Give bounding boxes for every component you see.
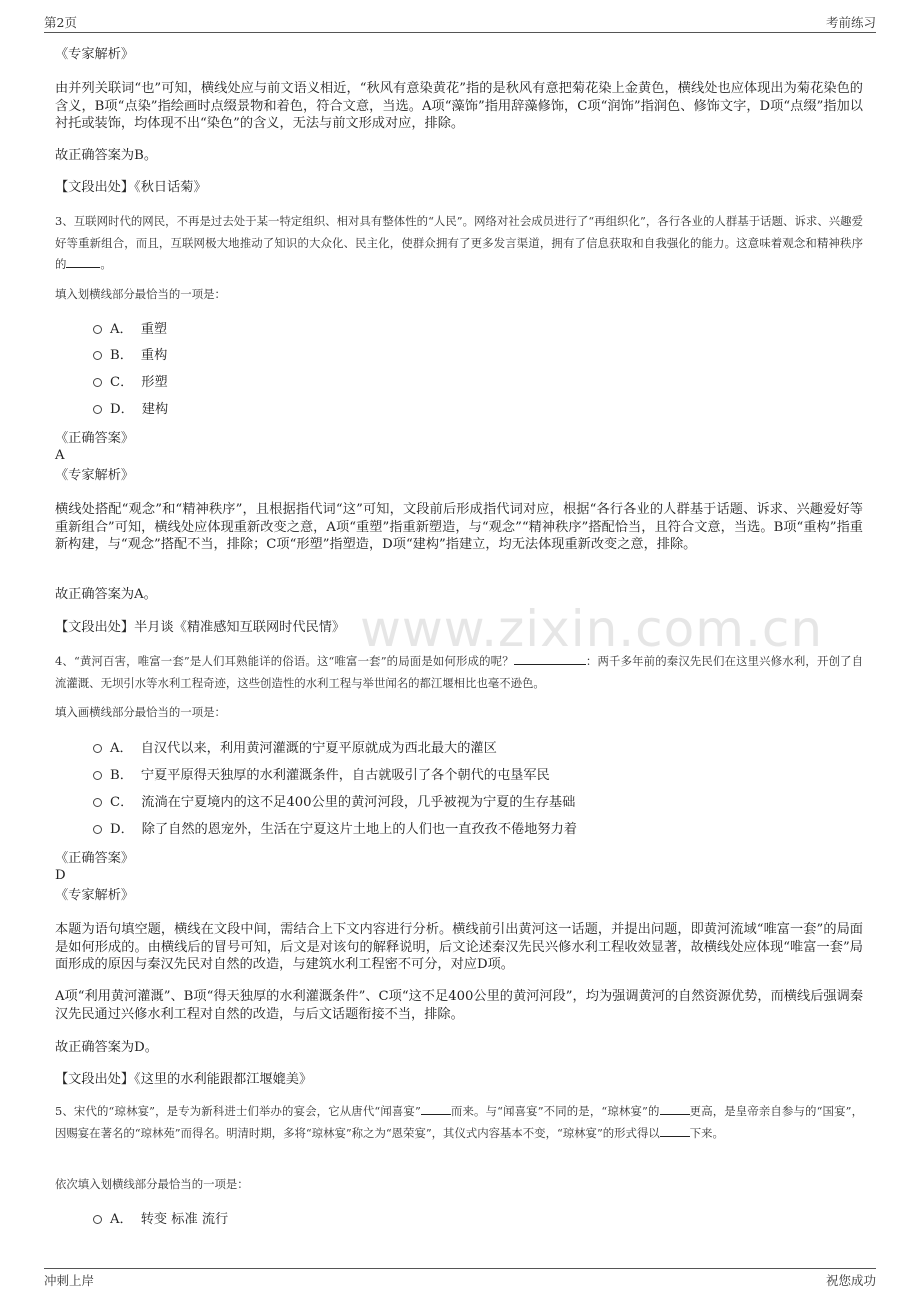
- q3-conclusion: 故正确答案为A。: [55, 587, 157, 602]
- q3-option-b[interactable]: [93, 347, 167, 365]
- q3-expert-label: 《专家解析》: [55, 468, 135, 483]
- q4-expert-label: 《专家解析》: [55, 888, 135, 903]
- radio-icon[interactable]: [93, 744, 102, 753]
- q4-stem-part2: ：两千多年前的秦汉先民们在这里兴修水利，开创了自流灌溉、无坝引水等水利工程奇迹，这些创造性的水利工程与举世闻名的都江堰相比也毫不逊色。: [55, 654, 863, 690]
- radio-icon[interactable]: [93, 825, 102, 834]
- option-key: B．: [110, 768, 133, 783]
- q3-answer: A: [55, 448, 65, 463]
- source-label: 【文段出处】: [55, 1072, 135, 1087]
- radio-icon[interactable]: [93, 378, 102, 387]
- q3-analysis: 横线处搭配“观念”和“精神秩序”，且根据指代词“这”可知，文段前后形成指代词对应，根据“各行各业的人群基于话题、诉求、兴趣爱好等重新组合”可知，横线处应体现重新改变之意，A项“重塑”指重新塑造，与“观念”“精神秩序”搭配恰当，且符合文意，当选。B项“重构”指重新构建，与“观念”搭配不当，排除；C项“形塑”指塑造，D项“建构”指建立，均无法体现重新改变之意，排除。: [55, 502, 863, 552]
- footer-divider: [44, 1268, 876, 1269]
- footer-left: 冲刺上岸: [44, 1273, 95, 1288]
- page-number: 第2页: [44, 15, 77, 30]
- radio-icon[interactable]: [93, 1215, 102, 1224]
- source-text: 《这里的水利能跟都江堰媲美》: [134, 1072, 313, 1087]
- option-text: 宁夏平原得天独厚的水利灌溉条件，自古就吸引了各个朝代的屯垦军民: [140, 768, 550, 783]
- q4-answer: D: [55, 868, 66, 883]
- q5-stem: [55, 1101, 863, 1144]
- radio-icon[interactable]: [93, 351, 102, 360]
- footer-right: 祝您成功: [825, 1273, 876, 1288]
- q4-stem: [55, 651, 863, 694]
- q3-blank: [66, 256, 100, 268]
- q2-conclusion: 故正确答案为B。: [55, 148, 158, 163]
- q2-source: [55, 179, 863, 197]
- option-text: 转变 标准 流行: [140, 1212, 229, 1227]
- q3-correct-label: 《正确答案》: [55, 431, 135, 446]
- q5-option-a[interactable]: [93, 1211, 228, 1229]
- q5-stem-part4: 下来。: [689, 1125, 724, 1140]
- q4-source: [55, 1071, 863, 1089]
- header-title: 考前练习: [825, 15, 876, 30]
- option-key: C．: [110, 375, 134, 390]
- q5-stem-part3: 更高，是皇帝亲自参与的“国宴”，因赐宴在著名的“琼林苑”而得名。明清时期，多将“琼林宴”称之为“恩荣宴”，其仪式内容基本不变，“琼林宴”的形式得以: [55, 1104, 864, 1140]
- q3-stem-part2: 。: [100, 257, 112, 271]
- radio-icon[interactable]: [93, 325, 102, 334]
- q4-analysis-2: A项“利用黄河灌溉”、B项“得天独厚的水利灌溉条件”、C项“这不足400公里的黄河河段”，均为强调黄河的自然资源优势，而横线后强调秦汉先民通过兴修水利工程对自然的改造，与后文话题衔接不当，排除。: [55, 989, 863, 1022]
- q5-stem-part1: 5、宋代的“琼林宴”，是专为新科进士们举办的宴会，它从唐代“闻喜宴”: [55, 1104, 421, 1118]
- option-key: D．: [110, 822, 134, 837]
- option-text: 流淌在宁夏境内的这不足400公里的黄河河段，几乎被视为宁夏的生存基础: [141, 795, 576, 810]
- q4-blank: [514, 653, 586, 665]
- watermark: www.zixin.com.cn: [360, 600, 824, 658]
- option-key: B．: [110, 348, 133, 363]
- q4-conclusion: 故正确答案为D。: [55, 1040, 158, 1055]
- q4-stem-part1: 4、“黄河百害，唯富一套”是人们耳熟能详的俗语。这“唯富一套”的局面是如何形成的呢？: [55, 654, 514, 668]
- q4-prompt: 填入画横线部分最恰当的一项是：: [55, 705, 226, 719]
- q5-prompt: 依次填入划横线部分最恰当的一项是：: [55, 1177, 249, 1191]
- q4-option-a[interactable]: [93, 740, 497, 758]
- q3-option-a[interactable]: [93, 321, 167, 339]
- source-text: 半月谈《精准感知互联网时代民情》: [134, 620, 346, 635]
- q3-stem-part1: 3、互联网时代的网民，不再是过去处于某一特定组织、相对具有整体性的“人民”。网络对社会成员进行了“再组织化”，各行各业的人群基于话题、诉求、兴趣爱好等重新组合，而且，互联网极大地推动了知识的大众化、民主化，使群众拥有了更多发言渠道，拥有了信息获取和自我强化的能力。这意味着观念和精神秩序的: [55, 214, 863, 271]
- q3-option-c[interactable]: [93, 374, 168, 392]
- q4-correct-label: 《正确答案》: [55, 851, 135, 866]
- option-key: A．: [110, 1212, 133, 1227]
- source-label: 【文段出处】: [55, 620, 135, 635]
- option-key: A．: [110, 322, 133, 337]
- q3-stem: [55, 211, 863, 276]
- source-text: 《秋日话菊》: [134, 180, 207, 195]
- q4-option-d[interactable]: [93, 821, 577, 839]
- option-text: 形塑: [141, 375, 168, 390]
- q4-option-c[interactable]: [93, 794, 575, 812]
- q5-blank-1: [421, 1103, 451, 1115]
- option-text: 重构: [140, 348, 168, 363]
- option-text: 重塑: [140, 322, 168, 337]
- radio-icon[interactable]: [93, 405, 102, 414]
- header-divider: [44, 32, 876, 33]
- q4-option-b[interactable]: [93, 767, 550, 785]
- q3-option-d[interactable]: [93, 401, 168, 419]
- q5-blank-2: [660, 1103, 690, 1115]
- source-label: 【文段出处】: [55, 180, 135, 195]
- option-key: A．: [110, 741, 133, 756]
- q3-source: [55, 619, 863, 637]
- radio-icon[interactable]: [93, 798, 102, 807]
- radio-icon[interactable]: [93, 771, 102, 780]
- q5-blank-3: [660, 1125, 690, 1137]
- option-key: C．: [110, 795, 134, 810]
- option-text: 自汉代以来，利用黄河灌溉的宁夏平原就成为西北最大的灌区: [140, 741, 497, 756]
- q2-expert-label: 《专家解析》: [55, 47, 135, 62]
- q3-prompt: 填入划横线部分最恰当的一项是：: [55, 287, 226, 301]
- q4-analysis-1: 本题为语句填空题，横线在文段中间，需结合上下文内容进行分析。横线前引出黄河这一话题，并提出问题，即黄河流域“唯富一套”的局面是如何形成的。由横线后的冒号可知，后文是对该句的解释说明，后文论述秦汉先民兴修水利工程收效显著，故横线处应体现“唯富一套”局面形成的原因与秦汉先民对自然的改造，与建筑水利工程密不可分，对应D项。: [55, 922, 863, 972]
- q5-stem-part2: 而来。与“闻喜宴”不同的是，“琼林宴”的: [450, 1104, 660, 1118]
- option-text: 建构: [141, 402, 169, 417]
- option-text: 除了自然的恩宠外，生活在宁夏这片土地上的人们也一直孜孜不倦地努力着: [141, 822, 577, 837]
- q2-analysis: 由并列关联词“也”可知，横线处应与前文语义相近，“秋风有意染黄花”指的是秋风有意把菊花染上金黄色，横线处也应体现出为菊花染色的含义，B项“点染”指绘画时点缀景物和着色，符合文意，当选。A项“藻饰”指用辞藻修饰，C项“润饰”指润色、修饰文字，D项“点缀”指加以衬托或装饰，均体现不出“染色”的含义，无法与前文形成对应，排除。: [55, 81, 863, 131]
- option-key: D．: [110, 402, 134, 417]
